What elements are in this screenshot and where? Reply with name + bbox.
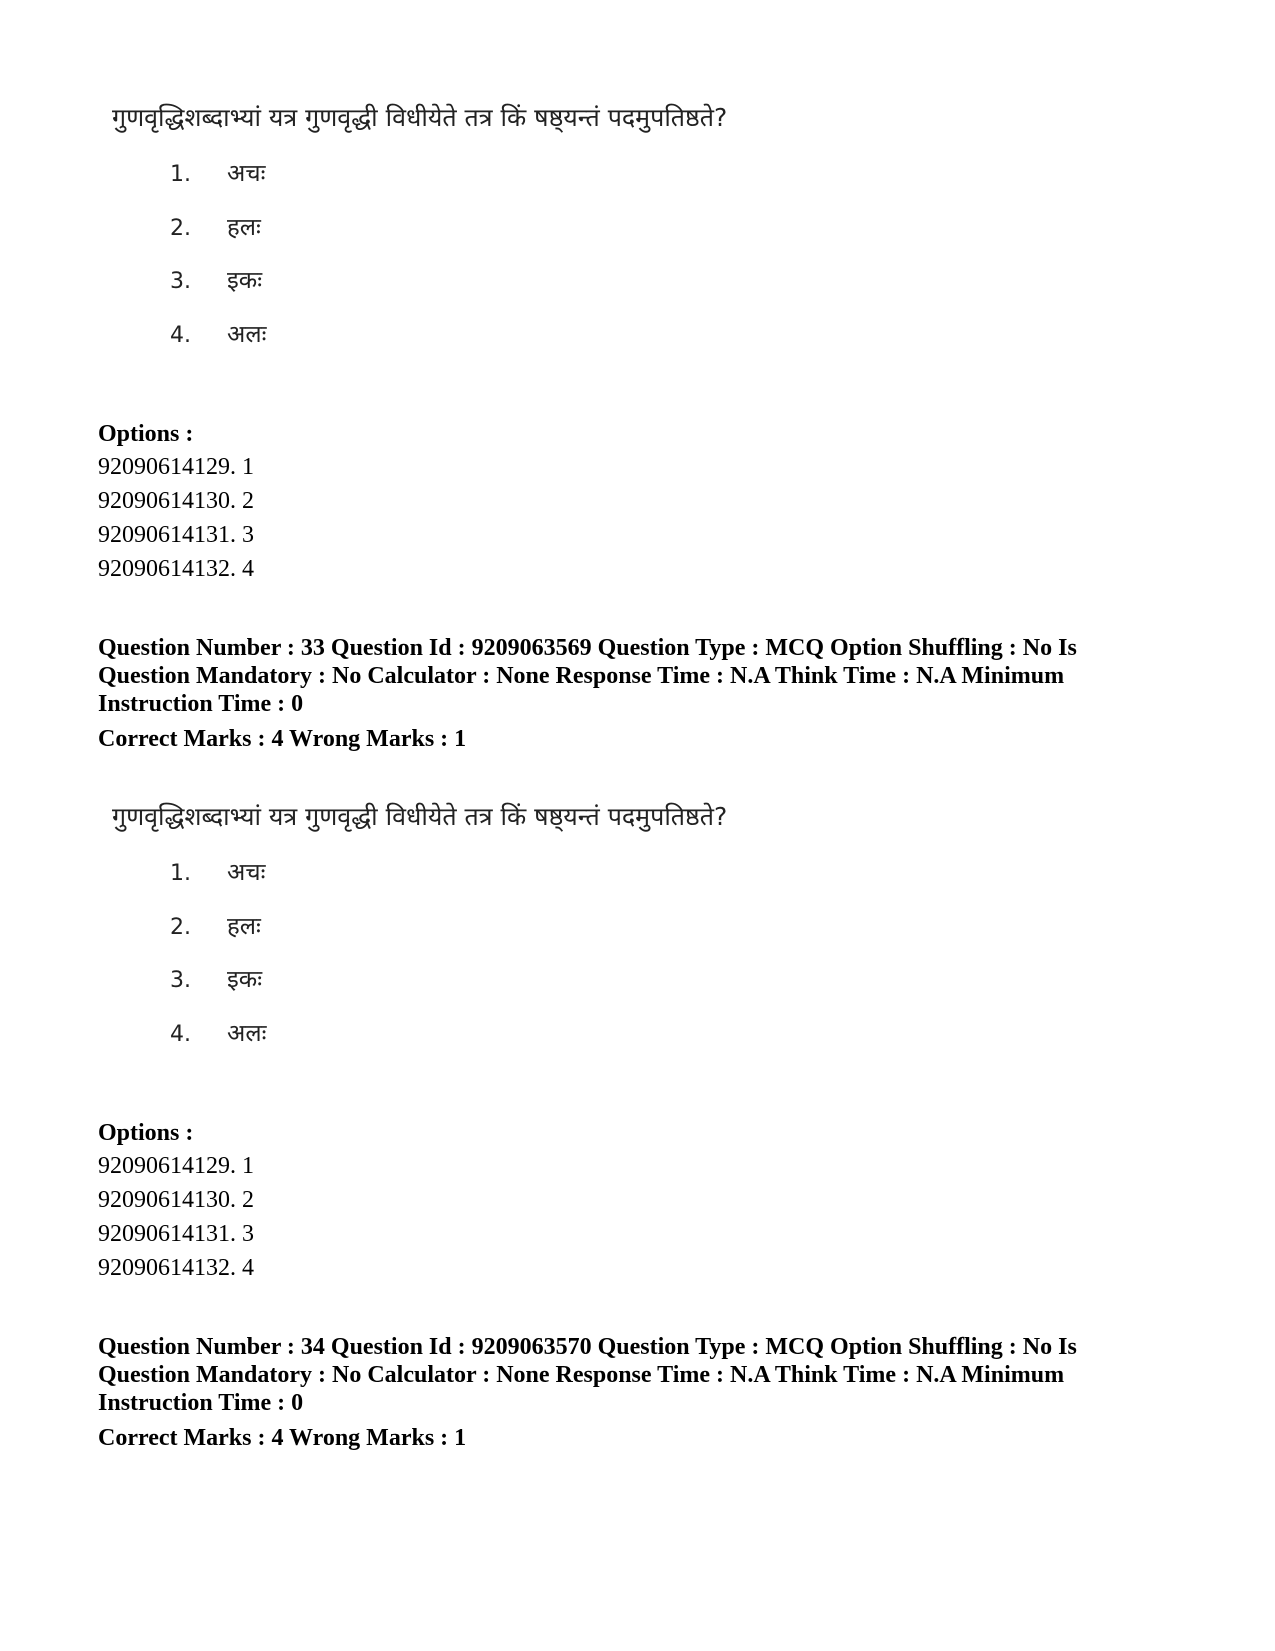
choice-item xyxy=(170,855,265,888)
choice-item xyxy=(170,317,266,350)
choice-number: 4. xyxy=(170,323,191,348)
choice-text: इकः xyxy=(227,266,263,294)
choice-number: 3. xyxy=(170,269,191,294)
choice-item xyxy=(170,210,261,243)
choice-number: 2. xyxy=(170,216,191,241)
choice-text: इकः xyxy=(227,965,263,993)
option-line: 92090614129. 1 xyxy=(98,1153,254,1179)
option-line: 92090614132. 4 xyxy=(98,1255,254,1281)
choice-item xyxy=(170,909,261,942)
choice-text: हलः xyxy=(227,912,261,940)
choice-number: 3. xyxy=(170,968,191,993)
choice-number: 4. xyxy=(170,1022,191,1047)
choice-text: अचः xyxy=(227,858,266,886)
choice-item xyxy=(170,962,262,995)
choice-item xyxy=(170,263,262,296)
option-line: 92090614131. 3 xyxy=(98,1221,254,1247)
choice-text: अलः xyxy=(227,1019,267,1047)
option-line: 92090614130. 2 xyxy=(98,488,254,514)
choice-number: 1. xyxy=(170,162,191,187)
options-label: Options : xyxy=(98,1120,194,1146)
option-line: 92090614129. 1 xyxy=(98,454,254,480)
choice-text: हलः xyxy=(227,213,261,241)
choice-text: अलः xyxy=(227,320,267,348)
choice-number: 2. xyxy=(170,915,191,940)
option-line: 92090614131. 3 xyxy=(98,522,254,548)
question-meta: Question Number : 34 Question Id : 9209063570 Question Type : MCQ Option Shuffling : No Is Question Mandatory : No Calculator : None Response Time : N.A Think Time : N.A Minimum Instruction Time : 0 xyxy=(98,1334,1077,1416)
choice-text: अचः xyxy=(227,159,266,187)
marks-line: Correct Marks : 4 Wrong Marks : 1 xyxy=(98,1425,467,1451)
option-line: 92090614132. 4 xyxy=(98,556,254,582)
question-text: गुणवृद्धिशब्दाभ्यां यत्र गुणवृद्धी विधीयेते तत्र किं षष्ठ्यन्तं पदमुपतिष्ठते? xyxy=(112,802,728,831)
choice-item xyxy=(170,156,265,189)
marks-line: Correct Marks : 4 Wrong Marks : 1 xyxy=(98,726,467,752)
choice-number: 1. xyxy=(170,861,191,886)
question-meta: Question Number : 33 Question Id : 9209063569 Question Type : MCQ Option Shuffling : No Is Question Mandatory : No Calculator : None Response Time : N.A Think Time : N.A Minimum Instruction Time : 0 xyxy=(98,635,1077,717)
option-line: 92090614130. 2 xyxy=(98,1187,254,1213)
choice-item xyxy=(170,1016,266,1049)
options-label: Options : xyxy=(98,421,194,447)
question-text: गुणवृद्धिशब्दाभ्यां यत्र गुणवृद्धी विधीयेते तत्र किं षष्ठ्यन्तं पदमुपतिष्ठते? xyxy=(112,103,728,132)
